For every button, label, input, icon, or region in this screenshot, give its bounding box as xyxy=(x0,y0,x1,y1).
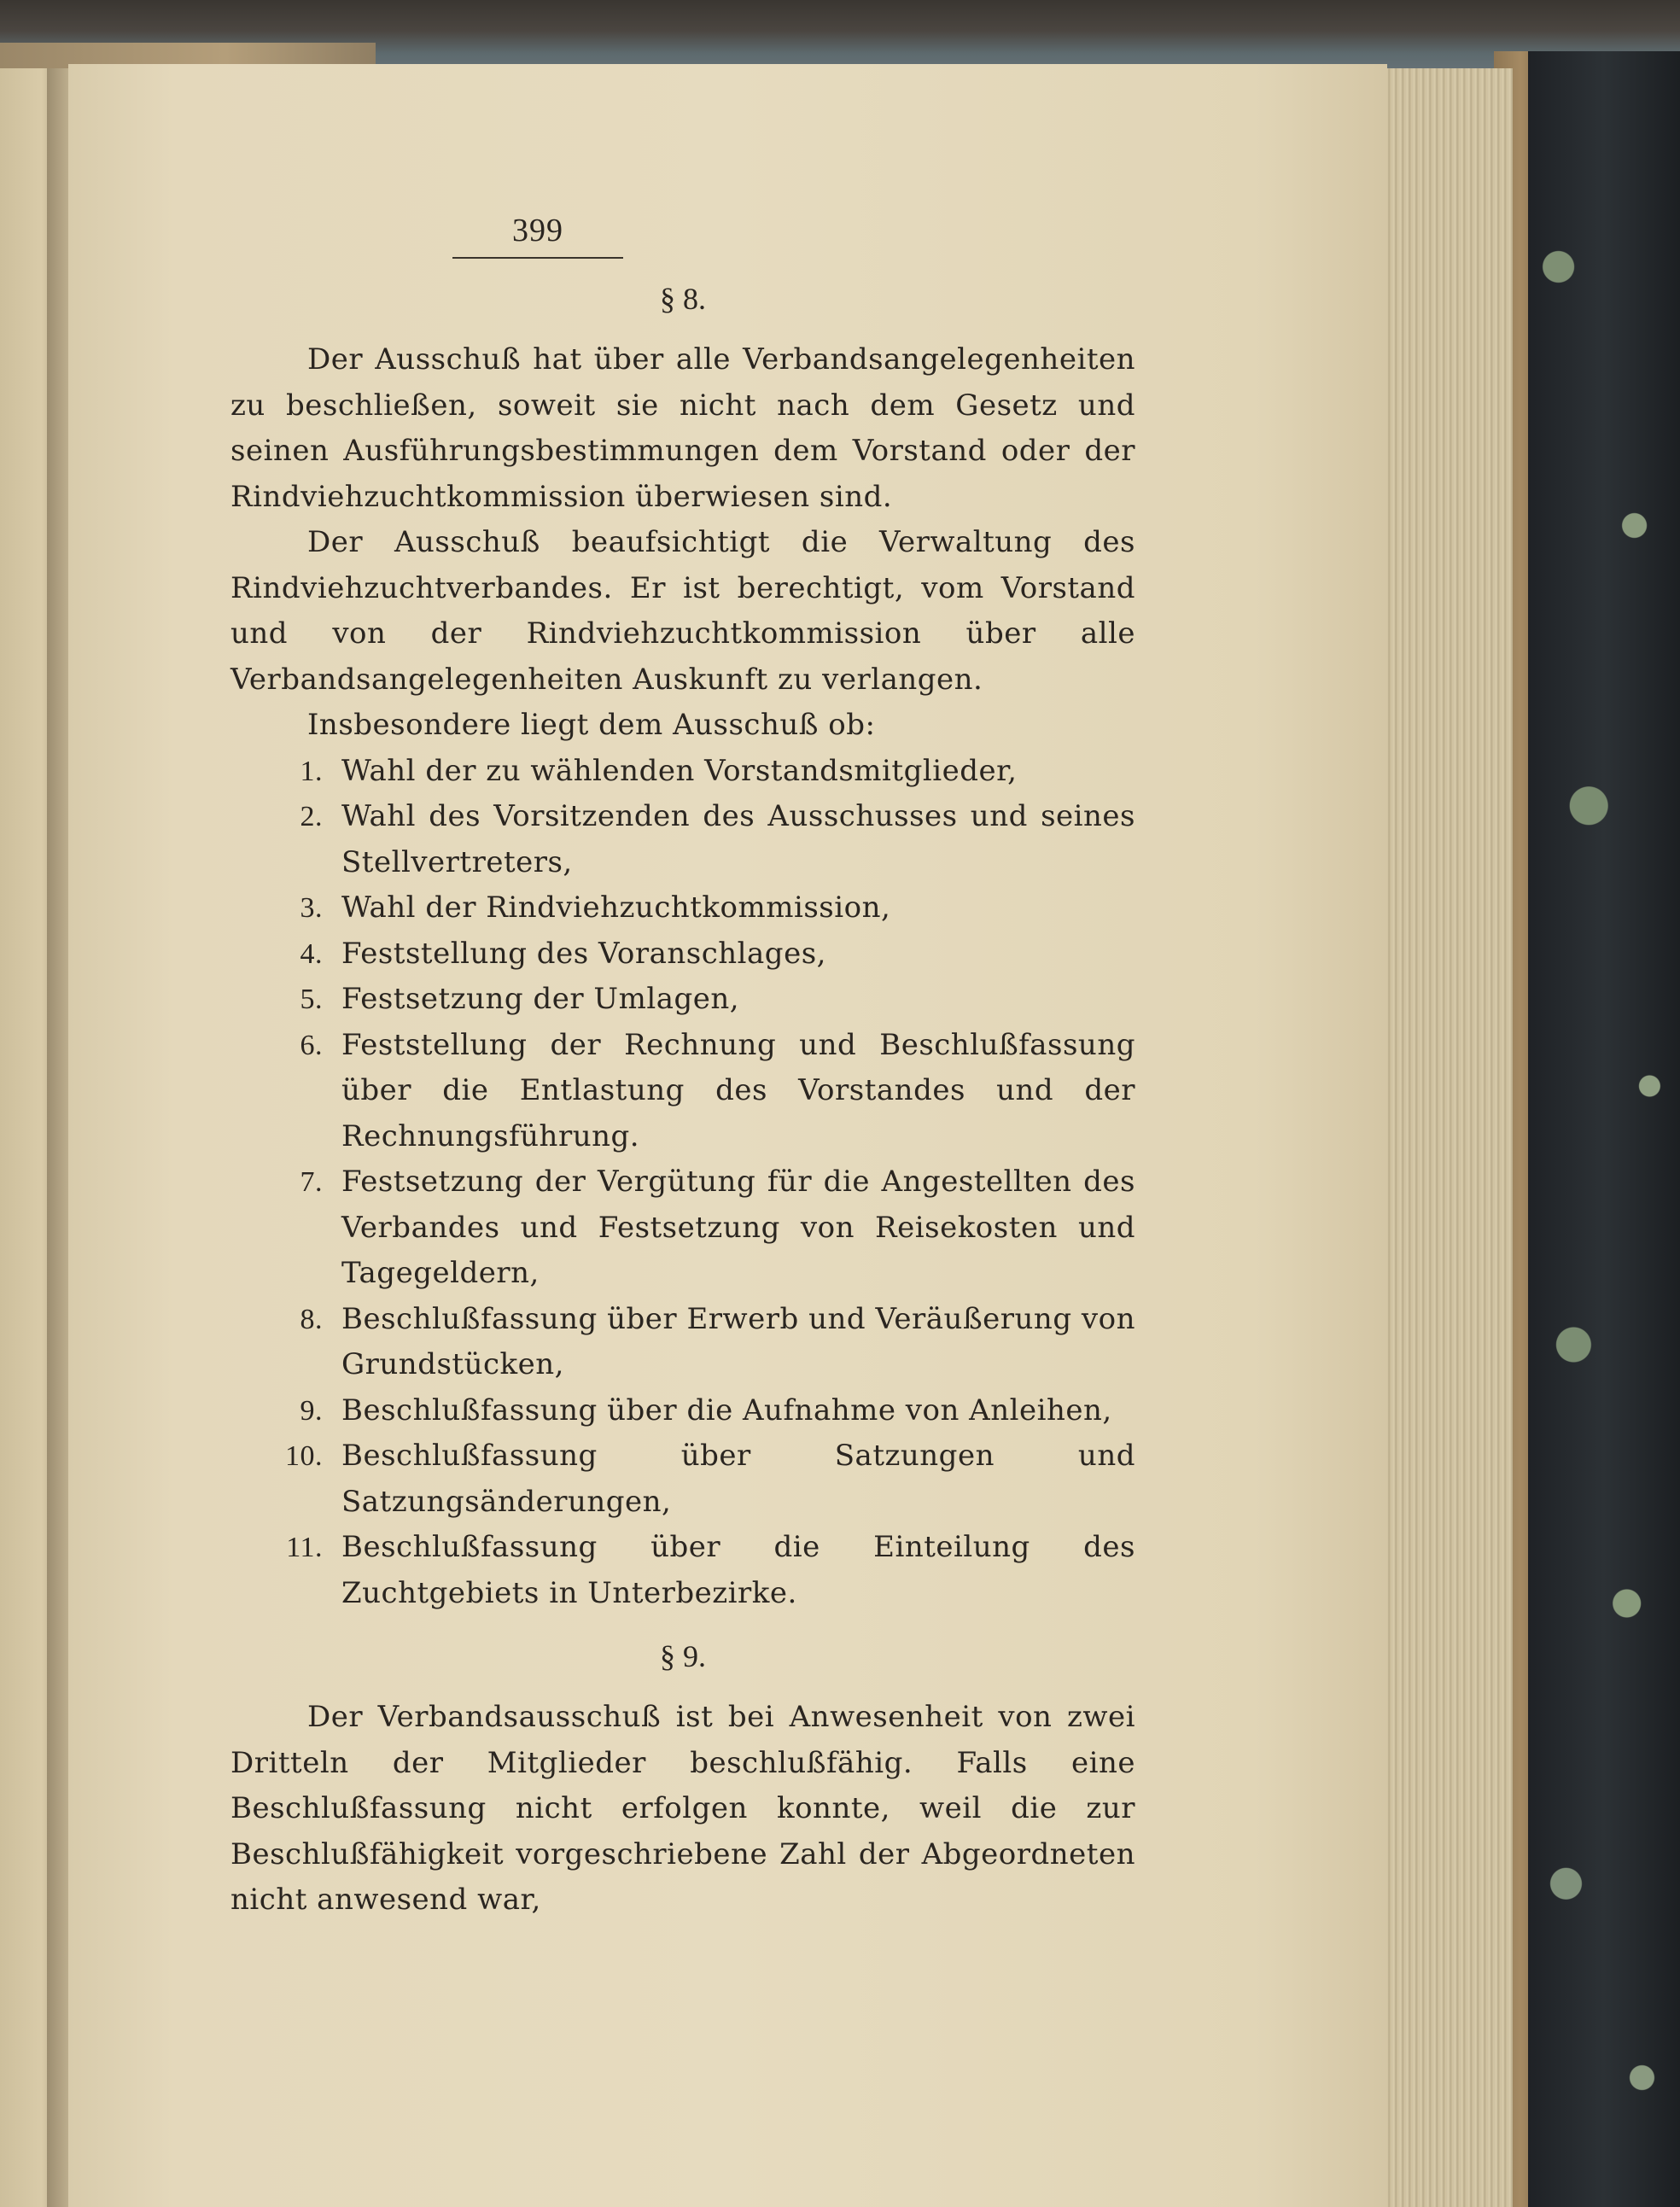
list-item xyxy=(230,1297,1135,1388)
section-8-paragraph-1: Der Ausschuß hat über alle Verbandsangelegenheiten zu beschließen, soweit sie nicht nach dem Gesetz und seinen Ausführungsbestimmungen dem Vorstand oder der Rindviehzuchtkommission überwiesen sind. xyxy=(230,342,1135,514)
list-item-text: Beschlußfassung über Satzungen und Satzungsänderungen, xyxy=(341,1439,1135,1519)
list-item-text: Beschlußfassung über die Aufnahme von Anleihen, xyxy=(341,1393,1112,1428)
list-item-text: Beschlußfassung über Erwerb und Veräußerung von Grundstücken, xyxy=(341,1301,1135,1381)
marbled-cover-board xyxy=(1528,51,1680,2207)
list-item xyxy=(230,794,1135,885)
list-item-number: 4. xyxy=(300,937,323,970)
list-item-text: Wahl der zu wählenden Vorstandsmitglieder, xyxy=(341,753,1018,788)
list-item-number: 9. xyxy=(300,1394,323,1427)
list-item-number: 2. xyxy=(300,801,323,832)
list-item-text: Festsetzung der Vergütung für die Angestellten des Verbandes und Festsetzung von Reisekosten und Tagegeldern, xyxy=(341,1165,1135,1290)
page-edges xyxy=(1383,68,1513,2207)
list-item xyxy=(230,931,1135,978)
list-item xyxy=(230,1023,1135,1160)
list-item xyxy=(230,1159,1135,1297)
list-item-text: Feststellung der Rechnung und Beschlußfassung über die Entlastung des Vorstandes und der Rechnungsführung. xyxy=(341,1027,1135,1153)
section-8-paragraph-3: Insbesondere liegt dem Ausschuß ob: xyxy=(307,708,876,742)
list-item-number: 3. xyxy=(300,892,323,924)
list-item-text: Wahl des Vorsitzenden des Ausschusses und seines Stellvertreters, xyxy=(341,799,1135,879)
list-item xyxy=(230,885,1135,931)
list-item-text: Beschlußfassung über die Einteilung des Zuchtgebiets in Unterbezirke. xyxy=(341,1530,1135,1610)
list-item-text: Festsetzung der Umlagen, xyxy=(341,982,740,1016)
list-item xyxy=(230,1388,1135,1434)
list-item-number: 5. xyxy=(300,984,323,1015)
page-number: 399 xyxy=(452,209,623,259)
list-item-number: 8. xyxy=(300,1303,323,1335)
list-item-text: Feststellung des Voranschlages, xyxy=(341,936,826,971)
section-8-heading: § 8. xyxy=(660,282,706,316)
list-item xyxy=(230,1525,1135,1616)
list-item-number: 11. xyxy=(286,1532,323,1563)
list-item xyxy=(230,749,1135,795)
list-item-text: Wahl der Rindviehzuchtkommission, xyxy=(341,890,891,925)
list-item-number: 1. xyxy=(300,755,323,787)
list-item xyxy=(230,977,1135,1023)
list-item-number: 10. xyxy=(285,1440,323,1472)
list-item-number: 7. xyxy=(300,1166,323,1198)
printed-page xyxy=(68,64,1387,2207)
section-8-paragraph-2: Der Ausschuß beaufsichtigt die Verwaltung des Rindviehzuchtverbandes. Er ist berechtigt, vom Vorstand und von der Rindviehzuchtkommission über alle Verbandsangelegenheiten Auskunft zu verlangen. xyxy=(230,525,1135,697)
section-9-paragraph: Der Verbandsausschuß ist bei Anwesenheit von zwei Dritteln der Mitglieder beschlußfähig. Falls eine Beschlußfassung nicht erfolgen konnte, weil die zur Beschlußfähigkeit vorgeschriebene Zahl der Abgeordneten nicht anwesend war, xyxy=(230,1700,1135,1917)
section-9-heading: § 9. xyxy=(660,1639,706,1673)
list-item xyxy=(230,1433,1135,1525)
duties-list xyxy=(230,749,1135,1617)
list-item-number: 6. xyxy=(300,1029,323,1061)
page-content xyxy=(230,209,1135,1924)
